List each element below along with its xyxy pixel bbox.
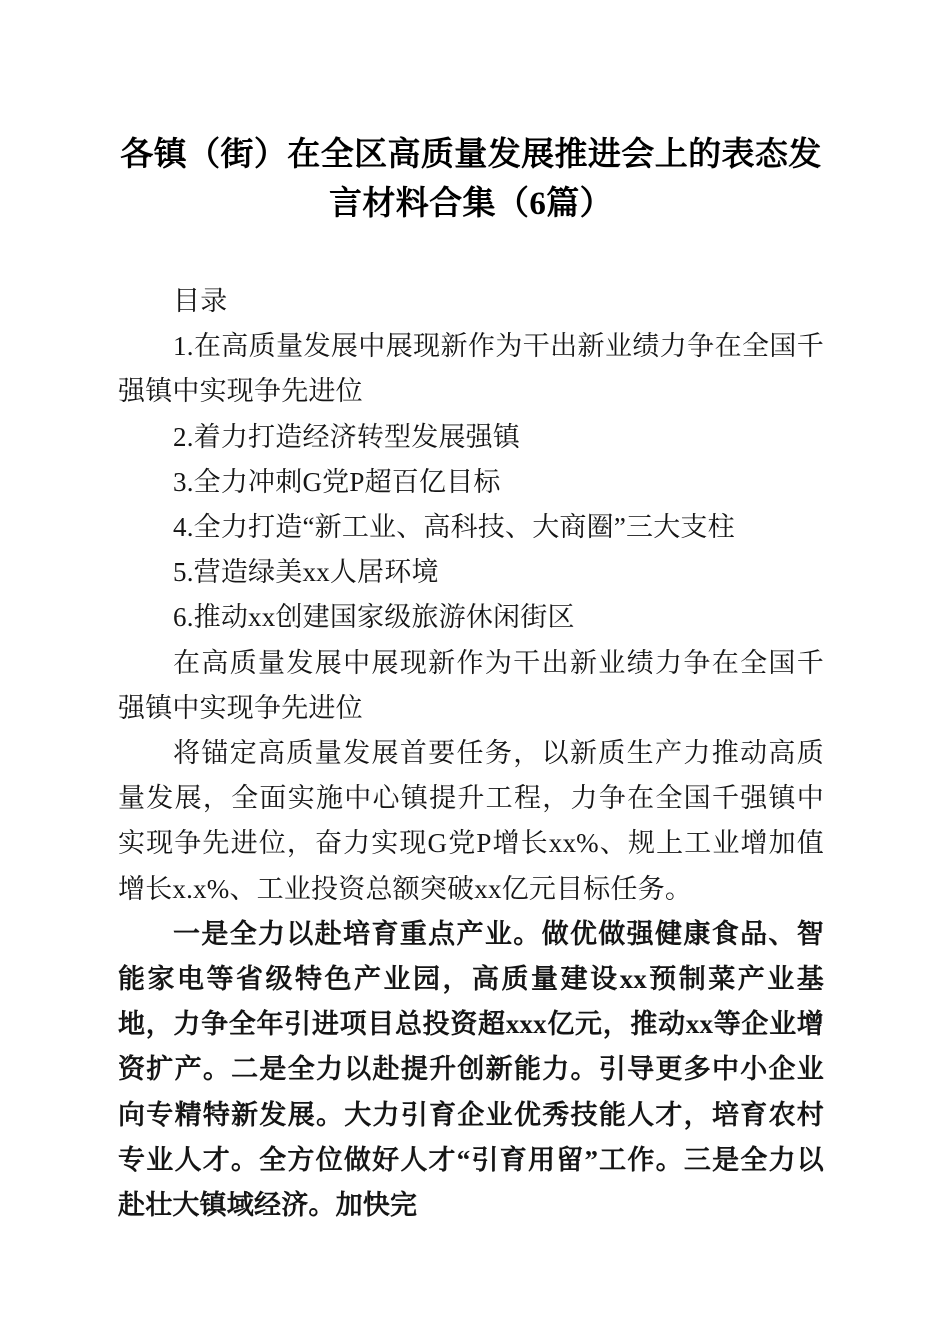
- body-paragraph-2: 一是全力以赴培育重点产业。做优做强健康食品、智能家电等省级特色产业园，高质量建设xx预制菜产业基地，力争全年引进项目总投资超xxx亿元，推动xx等企业增资扩产。二是全力以赴提升创新能力。引导更多中小企业向专精特新发展。大力引育企业优秀技能人才，培育农村专业人才。全方位做好人才“引育用留”工作。三是全力以赴壮大镇域经济。加快完: [118, 918, 824, 1221]
- toc-item-3: 3.全力冲刺G党P超百亿目标: [173, 466, 501, 497]
- toc-item-1: 1.在高质量发展中展现新作为干出新业绩力争在全国千强镇中实现争先进位: [118, 331, 824, 407]
- toc-item-5: 5.营造绿美xx人居环境: [173, 557, 439, 588]
- toc-item-6: 6.推动xx创建国家级旅游休闲街区: [173, 602, 575, 633]
- document-title: 各镇（街）在全区高质量发展推进会上的表态发言材料合集（6篇）: [120, 137, 822, 222]
- body-paragraph-1: 将锚定高质量发展首要任务，以新质生产力推动高质量发展，全面实施中心镇提升工程，力争在全国千强镇中实现争先进位，奋力实现G党P增长xx%、规上工业增加值增长x.x%、工业投资总额突破xx亿元目标任务。: [118, 738, 824, 904]
- page-content: [118, 0, 824, 1228]
- section-heading: 在高质量发展中展现新作为干出新业绩力争在全国千强镇中实现争先进位: [118, 647, 824, 723]
- toc-item-2: 2.着力打造经济转型发展强镇: [173, 421, 521, 452]
- toc-label: 目录: [173, 286, 228, 316]
- document-body: [118, 279, 824, 1228]
- toc-item-4: 4.全力打造“新工业、高科技、大商圈”三大支柱: [173, 512, 735, 543]
